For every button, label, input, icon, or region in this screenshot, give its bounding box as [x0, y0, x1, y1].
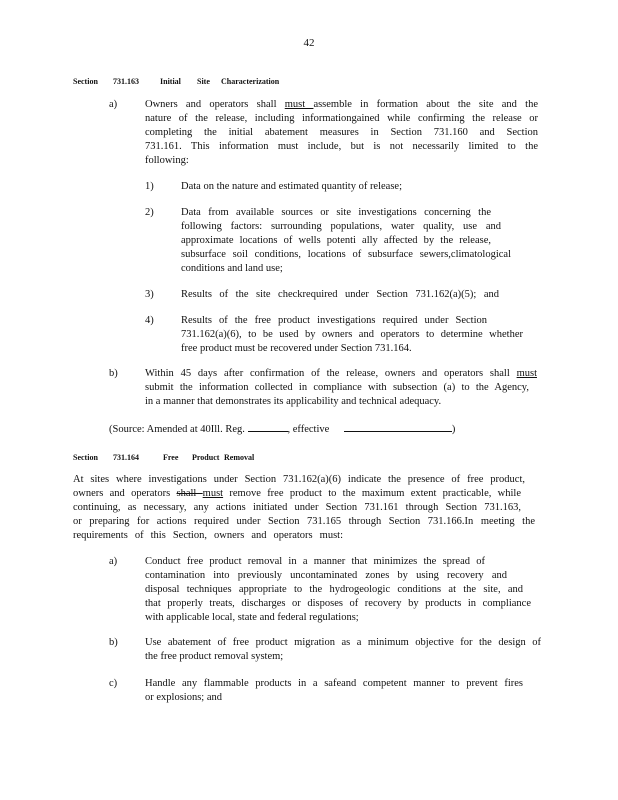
- text-line: Handle any flammable products in a safeand competent manner to prevent fires: [145, 678, 523, 689]
- item-marker: 1): [145, 181, 154, 192]
- section-heading-731-163: [73, 75, 279, 89]
- text-line: free product must be recovered under Section 731.164.: [181, 343, 412, 354]
- section-title-word: Free: [163, 453, 179, 462]
- item-2-text: [181, 206, 511, 276]
- section-title-word: Product: [192, 453, 220, 462]
- item-marker: b): [109, 637, 118, 648]
- subsection-marker-a: a): [109, 99, 118, 110]
- inserted-text: must: [202, 488, 224, 499]
- section-label: Section: [73, 453, 98, 462]
- item-marker: 2): [145, 207, 154, 218]
- text-line: following factors: surrounding populations, water quality, use and: [181, 221, 501, 232]
- text-line: At sites where investigations under Section 731.162(a)(6) indicate the presence of free product,: [73, 474, 525, 485]
- source-note-text: , effective: [287, 424, 330, 435]
- section-title-word: Site: [197, 77, 210, 86]
- fp-item-c-text: [145, 677, 523, 705]
- subsection-a-text: [145, 98, 538, 168]
- text-line: that properly treats, discharges or disposes of recovery by products in compliance: [145, 598, 531, 609]
- inserted-text: must: [516, 368, 537, 379]
- text-line: Data from available sources or site investigations concerning the: [181, 207, 491, 218]
- section-heading-731-164: [73, 451, 254, 465]
- text-line: 731.161. This information must include, but is not necessarily limited to the: [145, 141, 538, 152]
- item-1-text: [181, 180, 501, 194]
- section-label: Section: [73, 77, 98, 86]
- text-line: in a manner that demonstrates its applicability and technical adequacy.: [145, 396, 442, 407]
- section-number: 731.164: [113, 453, 139, 462]
- section-number: 731.163: [113, 77, 139, 86]
- item-marker: a): [109, 556, 118, 567]
- text-line: requirements of this Section, owners and operators must:: [73, 530, 343, 541]
- text-line: or explosions; and: [145, 692, 222, 703]
- text-line: conditions and land use;: [181, 263, 283, 274]
- text-line: Conduct free product removal in a manner that minimizes the spread of: [145, 556, 485, 567]
- text-line: subsurface soil conditions, locations of subsurface sewers,climatological: [181, 249, 511, 260]
- page-number: 42: [303, 37, 315, 49]
- section-title-word: Initial: [160, 77, 181, 86]
- text-line: approximate locations of wells potenti ally affected by the release,: [181, 235, 491, 246]
- text-line: or preparing for actions required under Section 731.165 through Section 731.166.In meeting the: [73, 516, 535, 527]
- text-line: submit the information collected in compliance with subsection (a) to the Agency,: [145, 382, 529, 393]
- text-line: Data on the nature and estimated quantity of release;: [181, 181, 402, 192]
- text-line: the free product removal system;: [145, 651, 284, 662]
- text-line: 731.162(a)(6), to be used by owners and operators to determine whether: [181, 329, 523, 340]
- text-line: contamination into previously uncontaminated zones by using recovery and: [145, 570, 507, 581]
- item-marker: c): [109, 678, 118, 689]
- text-line: disposal techniques appropriate to the hydrogeologic conditions at the site, and: [145, 584, 523, 595]
- inserted-text: must: [284, 99, 314, 110]
- text-line: Owners and operators shall must assemble in formation about the site and the: [145, 99, 539, 110]
- item-marker: 3): [145, 289, 154, 300]
- text-line: with applicable local, state and federal regulations;: [145, 612, 359, 623]
- deleted-text: shall: [176, 488, 203, 499]
- fp-item-b-text: [145, 636, 541, 664]
- section-title-word: Characterization: [221, 77, 280, 86]
- source-note-text: (Source: Amended at 40Ill. Reg.: [109, 424, 245, 435]
- text-line: completing the initial abatement measures in Section 731.160 and Section: [145, 127, 538, 138]
- text-line: following:: [145, 155, 189, 166]
- source-note-text: ): [451, 424, 456, 435]
- subsection-b-text: [145, 367, 537, 409]
- text-line: Results of the site checkrequired under Section 731.162(a)(5); and: [181, 289, 499, 300]
- item-marker: 4): [145, 315, 154, 326]
- text-line: Use abatement of free product migration as a minimum objective for the design of: [145, 637, 541, 648]
- text-line: nature of the release, including informationgained while confirming the release or: [145, 113, 538, 124]
- text-line: owners and operators shall must remove free product to the maximum extent practicable, while: [73, 488, 521, 499]
- text-line: continuing, as necessary, any actions initiated under Section 731.161 through Section 731.163,: [73, 502, 521, 513]
- effective-date-blank: [344, 421, 452, 432]
- source-note: [109, 421, 529, 437]
- item-4-text: [181, 314, 523, 356]
- reg-volume-blank: [248, 421, 288, 432]
- fp-item-a-text: [145, 555, 531, 625]
- section-title-word: Removal: [224, 453, 255, 462]
- text-line: Results of the free product investigations required under Section: [181, 315, 487, 326]
- item-3-text: [181, 288, 499, 302]
- subsection-marker-b: b): [109, 368, 118, 379]
- intro-paragraph: [73, 473, 535, 543]
- text-line: Within 45 days after confirmation of the release, owners and operators shall must: [145, 368, 537, 379]
